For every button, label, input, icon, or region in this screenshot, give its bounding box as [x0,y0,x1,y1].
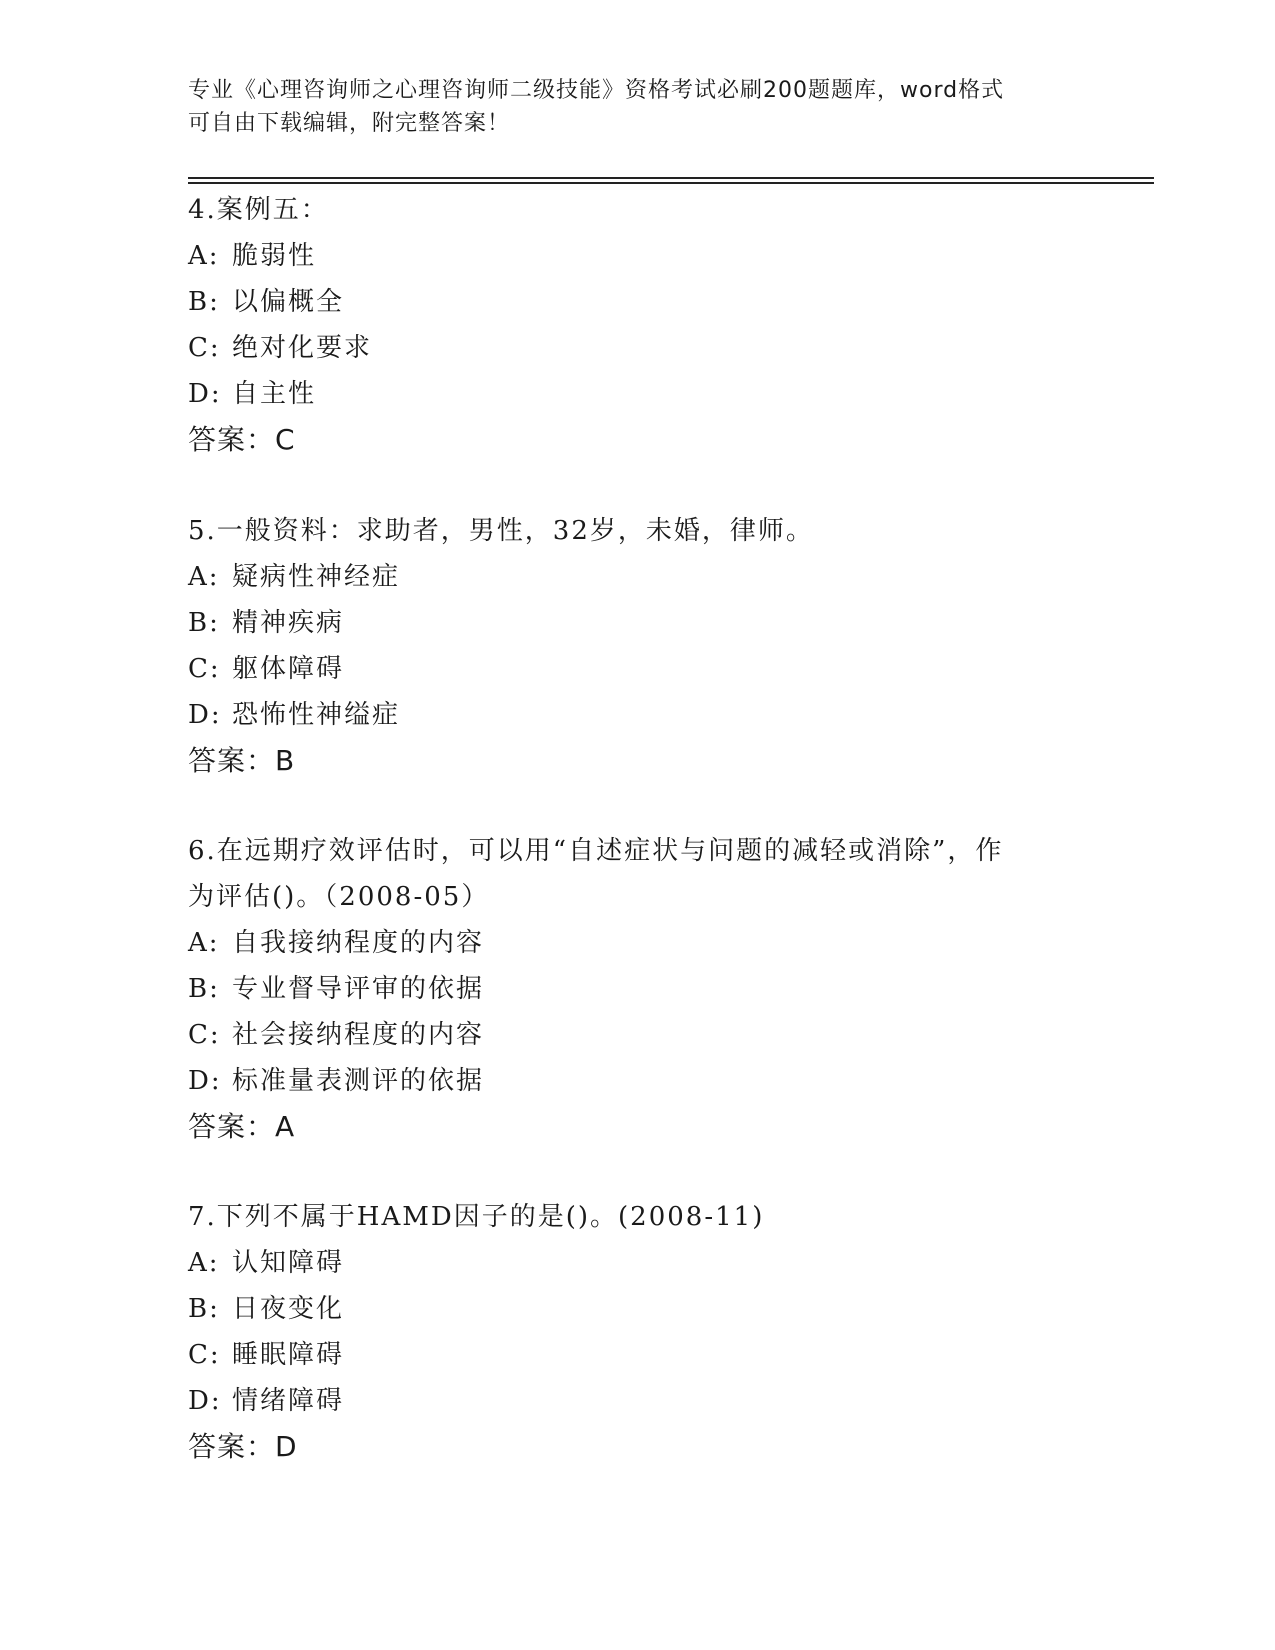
option-text: 精神疾病 [232,608,345,638]
header-divider-top [188,177,1154,179]
option-c [188,1332,1088,1378]
question-7 [188,1194,1088,1470]
option-text: 日夜变化 [232,1294,345,1324]
option-c [188,1012,1088,1058]
option-text: 情绪障碍 [232,1386,345,1416]
option-a [188,233,1088,279]
answer-label: 答案：B [188,744,296,777]
document-header [188,74,1088,140]
question-stem: 4.案例五： [188,195,329,225]
option-d [188,1378,1088,1424]
question-stem: 5.一般资料：求助者，男性，32岁，未婚，律师。 [188,516,814,546]
option-c [188,325,1088,371]
option-text: 脆弱性 [232,241,317,271]
question-stem: 6.在远期疗效评估时，可以用“自述症状与问题的减轻或消除”，作 [188,836,1004,866]
option-text: 恐怖性神缢症 [232,700,401,730]
option-label: B: [188,287,220,317]
option-text: 社会接纳程度的内容 [232,1020,485,1050]
option-d [188,371,1088,417]
answer-label: 答案：C [188,423,296,456]
option-text: 睡眠障碍 [232,1340,345,1370]
option-label: A: [188,928,220,958]
option-c [188,646,1088,692]
option-text: 以偏概全 [232,287,345,317]
header-divider-bottom [188,182,1154,184]
question-stem-continued: 为评估()。（2008-05） [188,882,490,912]
answer-label: 答案：D [188,1430,298,1463]
question-4 [188,187,1088,463]
option-label: D: [188,700,222,730]
option-text: 自我接纳程度的内容 [232,928,485,958]
option-b [188,279,1088,325]
question-6 [188,828,1088,1150]
question-stem: 7.下列不属于HAMD因子的是()。(2008-11) [188,1202,765,1232]
option-label: B: [188,608,220,638]
option-label: D: [188,1386,222,1416]
option-label: B: [188,974,220,1004]
option-label: D: [188,1066,222,1096]
option-text: 自主性 [232,379,317,409]
option-label: A: [188,1248,220,1278]
option-text: 疑病性神经症 [232,562,401,592]
option-d [188,692,1088,738]
option-d [188,1058,1088,1104]
header-line-1: 专业《心理咨询师之心理咨询师二级技能》资格考试必刷200题题库，word格式 [188,78,1005,103]
question-5 [188,508,1088,784]
option-label: C: [188,1020,221,1050]
option-b [188,966,1088,1012]
option-b [188,1286,1088,1332]
option-text: 绝对化要求 [232,333,373,363]
option-b [188,600,1088,646]
option-label: A: [188,241,220,271]
option-text: 躯体障碍 [232,654,345,684]
answer-label: 答案：A [188,1110,296,1143]
header-line-2: 可自由下载编辑，附完整答案！ [188,111,511,136]
option-label: B: [188,1294,220,1324]
option-text: 标准量表测评的依据 [232,1066,485,1096]
option-a [188,554,1088,600]
option-a [188,920,1088,966]
option-label: C: [188,333,221,363]
option-label: C: [188,654,221,684]
option-text: 专业督导评审的依据 [232,974,485,1004]
option-label: C: [188,1340,221,1370]
option-a [188,1240,1088,1286]
option-label: D: [188,379,222,409]
option-label: A: [188,562,220,592]
option-text: 认知障碍 [232,1248,345,1278]
